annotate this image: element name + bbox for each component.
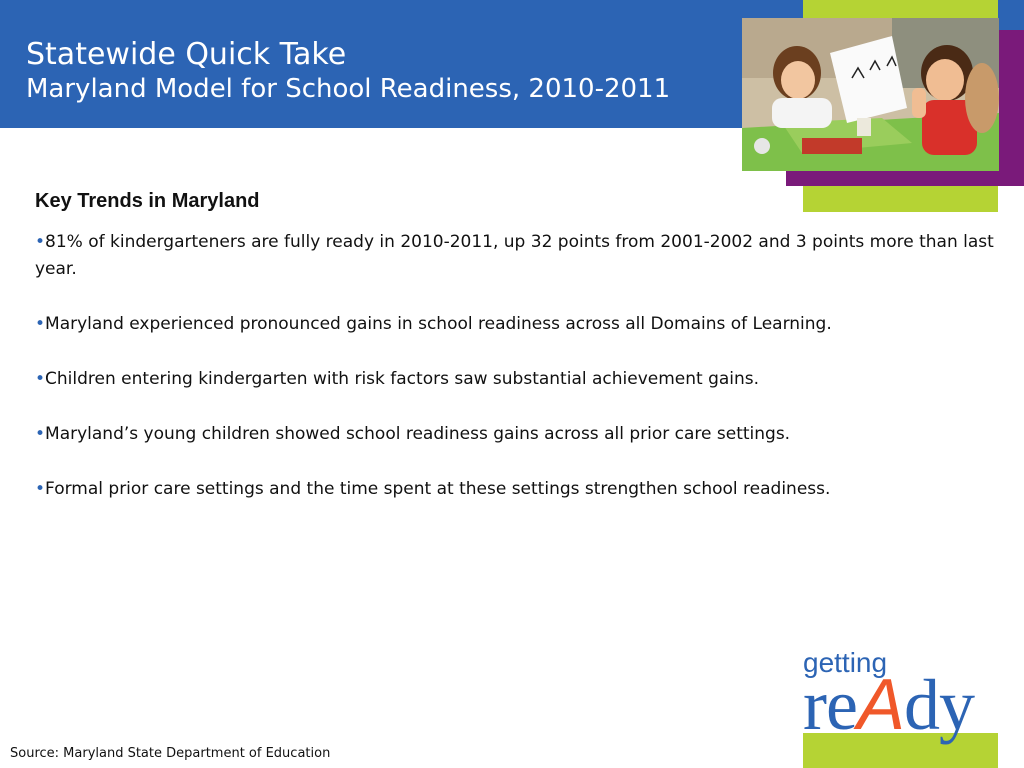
slide-title: Statewide Quick Take <box>26 37 347 72</box>
bullet-marker: • <box>35 369 46 389</box>
bullet-item <box>35 366 995 393</box>
logo-getting-text: getting <box>803 647 888 678</box>
bullet-text: Children entering kindergarten with risk factors saw substantial achievement gains. <box>45 369 760 389</box>
logo-ready-text <box>803 665 974 745</box>
bullet-text: 81% of kindergarteners are fully ready in 2010-2011, up 32 points from 2001-2002 and 3 points more than last year. <box>35 232 994 279</box>
bullet-text: Maryland’s young children showed school readiness gains across all prior care settings. <box>45 424 791 444</box>
slide-subtitle: Maryland Model for School Readiness, 2010-2011 <box>26 74 671 104</box>
bullet-text: Formal prior care settings and the time spent at these settings strengthen school readiness. <box>45 479 831 499</box>
bullet-marker: • <box>35 424 46 444</box>
bullet-marker: • <box>35 314 46 334</box>
bullet-item <box>35 229 995 283</box>
bullet-text: Maryland experienced pronounced gains in school readiness across all Domains of Learning. <box>45 314 832 334</box>
title-block <box>26 38 670 106</box>
logo-ready-part2: dy <box>903 665 974 745</box>
logo-ready-a: A <box>856 665 904 745</box>
bullet-item <box>35 421 995 448</box>
accent-green-mid <box>803 186 998 212</box>
bullet-item <box>35 476 995 503</box>
section-heading: Key Trends in Maryland <box>35 190 260 212</box>
source-footnote: Source: Maryland State Department of Education <box>10 746 331 761</box>
bullet-list <box>35 229 995 531</box>
logo-ready-part1: re <box>803 665 857 745</box>
getting-ready-logo <box>803 645 1024 768</box>
bullet-marker: • <box>35 232 46 252</box>
classroom-photo <box>742 18 999 171</box>
accent-green-top <box>803 0 998 18</box>
bullet-item <box>35 311 995 338</box>
bullet-marker: • <box>35 479 46 499</box>
